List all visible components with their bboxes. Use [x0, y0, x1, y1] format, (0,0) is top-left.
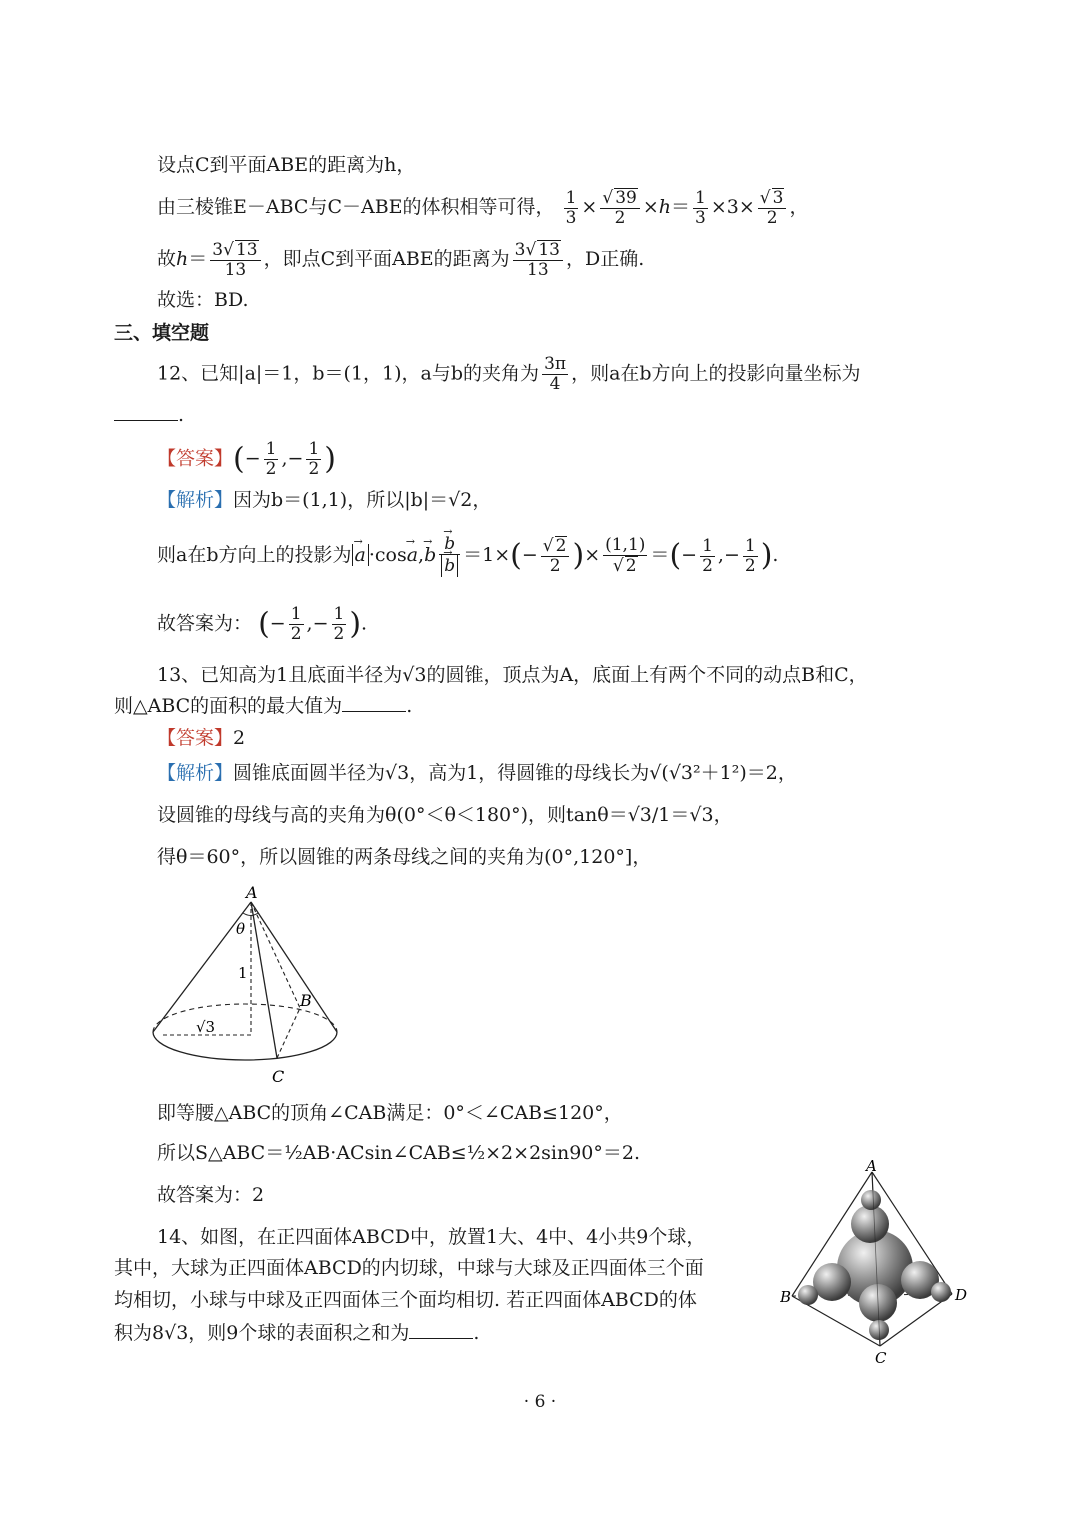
- label-c: C: [875, 1349, 887, 1367]
- question-12-stem: 12、已知|a|＝1，b＝(1，1)，a与b的夹角为 $\frac{3\pi}{4}$ ，则a在b方向上的投影向量坐标为: [157, 354, 861, 394]
- question-13-stem-1: 13、已知高为1且底面半径为√3的圆锥，顶点为A，底面上有两个不同的动点B和C，: [157, 664, 868, 686]
- label-b: B: [300, 991, 312, 1010]
- question-12-analysis-2: 则a在b方向上的投影为→ a ·cos→ a,→ b → b → b ＝1×(− $\frac{√ 2}{2}$ )× $\frac{(1,1)}{√ 2}$ ＝(− $\frac{1}{2}$ ,− $\frac{1}{2}$ ).: [157, 535, 778, 577]
- label-a: A: [866, 1158, 877, 1175]
- medium-sphere: [813, 1263, 851, 1301]
- text-line-distance: 故h＝ $\frac{3√ 13}{13}$ ，即点C到平面ABE的距离为 $\frac{3√ 13}{13}$ ，D正确.: [157, 240, 645, 280]
- label-b: B: [780, 1288, 792, 1306]
- question-14-stem-3: 均相切，小球与中球及正四面体三个面均相切. 若正四面体ABCD的体: [114, 1289, 697, 1311]
- cone-figure: [150, 880, 360, 1090]
- question-13-analysis-5: 所以S△ABC＝½AB·ACsin∠CAB≤½×2×2sin90°＝2.: [157, 1142, 641, 1164]
- small-sphere: [861, 1190, 881, 1210]
- label-theta: θ: [236, 920, 246, 938]
- question-13-analysis-3: 得θ＝60°，所以圆锥的两条母线之间的夹角为(0°,120°]，: [157, 846, 652, 868]
- answer-blank[interactable]: [114, 400, 178, 421]
- question-13-answer: 【答案】2: [157, 727, 246, 749]
- question-12-final: 故答案为： (− $\frac{1}{2}$ ,− $\frac{1}{2}$ ).: [157, 604, 368, 644]
- small-sphere: [798, 1285, 818, 1305]
- section-heading: 三、填空题: [114, 322, 210, 344]
- page-number: · 6 ·: [523, 1392, 557, 1412]
- question-13-stem-2: 则△ABC的面积的最大值为 .: [114, 691, 412, 721]
- question-12-answer: 【答案】(− $\frac{1}{2}$ ,− $\frac{1}{2}$ ): [157, 439, 336, 479]
- label-a: A: [246, 883, 258, 902]
- question-12-analysis-1: 【解析】因为b＝(1,1)，所以|b|＝√2，: [157, 489, 492, 511]
- label-radius: √3: [196, 1018, 216, 1036]
- question-13-analysis-1: 【解析】圆锥底面圆半径为√3，高为1，得圆锥的母线长为√(√3²＋1²)＝2，: [157, 762, 797, 784]
- label-height: 1: [238, 964, 248, 982]
- label-d: D: [955, 1286, 968, 1304]
- answer-blank[interactable]: [409, 1318, 473, 1339]
- question-14-stem-1: 14、如图，在正四面体ABCD中，放置1大、4中、4小共9个球，: [157, 1226, 706, 1248]
- medium-sphere: [851, 1205, 889, 1243]
- question-13-final: 故答案为：2: [157, 1184, 265, 1206]
- question-14-stem-4: 积为8√3，则9个球的表面积之和为 .: [114, 1318, 479, 1348]
- label-c: C: [272, 1067, 285, 1086]
- text-line: 设点C到平面ABE的距离为h，: [157, 154, 416, 176]
- question-12-blank-line: .: [114, 400, 184, 430]
- tetrahedron-figure: [780, 1158, 980, 1368]
- answer-blank[interactable]: [342, 691, 406, 712]
- text-line: 故选：BD.: [157, 289, 249, 311]
- question-13-analysis-4: 即等腰△ABC的顶角∠CAB满足：0°＜∠CAB≤120°，: [157, 1102, 623, 1124]
- question-13-analysis-2: 设圆锥的母线与高的夹角为θ(0°＜θ＜180°)，则tanθ＝√3/1＝√3，: [157, 804, 733, 826]
- small-sphere: [931, 1282, 951, 1302]
- question-14-stem-2: 其中，大球为正四面体ABCD的内切球，中球与大球及正四面体三个面: [114, 1257, 704, 1279]
- text-line-volume: 由三棱锥E－ABC与C－ABE的体积相等可得， $\frac{1}{3}$ × $\frac{√ 39}{2}$ ×h＝ $\frac{1}{3}$ ×3× $\frac{√ 3}{2}$ ，: [157, 187, 809, 228]
